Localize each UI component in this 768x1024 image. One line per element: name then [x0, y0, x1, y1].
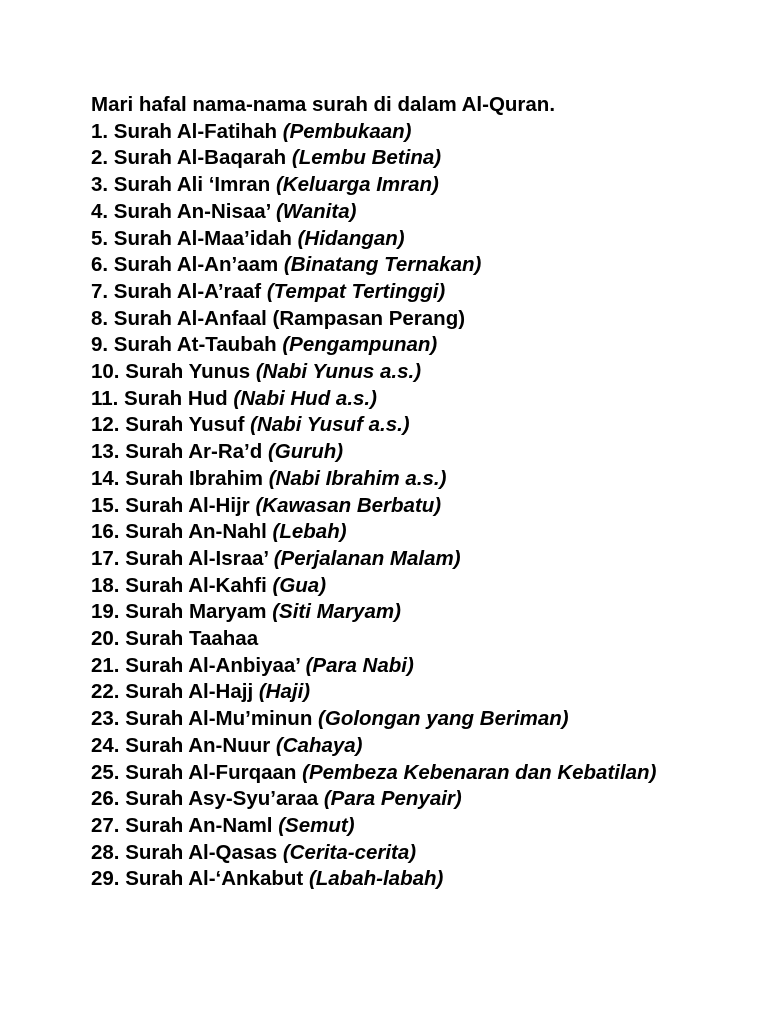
surah-name: 4. Surah An-Nisaa’ — [91, 199, 271, 223]
surah-name: 3. Surah Ali ‘Imran — [91, 173, 271, 197]
surah-item — [91, 626, 751, 653]
surah-item — [91, 760, 751, 787]
surah-meaning: (Golongan yang Beriman) — [318, 707, 569, 731]
surah-name: 14. Surah Ibrahim — [91, 466, 264, 490]
surah-meaning: (Para Penyair) — [323, 787, 462, 811]
surah-meaning: (Lembu Betina) — [291, 146, 442, 170]
surah-name: 13. Surah Ar-Ra’d — [91, 440, 263, 464]
surah-item — [91, 172, 751, 199]
surah-name: 18. Surah Al-Kahfi — [91, 573, 267, 597]
surah-meaning: (Labah-labah) — [308, 867, 444, 891]
surah-meaning: (Semut) — [278, 813, 355, 837]
surah-name: 7. Surah Al-A’raaf — [91, 279, 262, 303]
surah-item — [91, 653, 751, 680]
surah-name: 17. Surah Al-Israa’ — [91, 546, 268, 570]
surah-name: 1. Surah Al-Fatihah — [91, 119, 278, 143]
surah-name: 15. Surah Al-Hijr — [91, 493, 250, 517]
surah-name: 24. Surah An-Nuur — [91, 733, 271, 757]
surah-item — [91, 252, 751, 279]
surah-item — [91, 226, 751, 253]
surah-name: 25. Surah Al-Furqaan — [91, 760, 297, 784]
surah-item — [91, 573, 751, 600]
surah-name: 10. Surah Yunus — [91, 360, 251, 384]
surah-meaning: (Nabi Hud a.s.) — [233, 386, 377, 410]
surah-meaning: (Keluarga Imran) — [275, 173, 439, 197]
surah-meaning: (Siti Maryam) — [272, 600, 401, 624]
surah-item — [91, 145, 751, 172]
surah-name: 2. Surah Al-Baqarah — [91, 146, 287, 170]
surah-meaning: (Wanita) — [275, 199, 357, 223]
surah-meaning: (Nabi Ibrahim a.s.) — [268, 466, 447, 490]
surah-name: 9. Surah At-Taubah — [91, 333, 277, 357]
surah-item — [91, 412, 751, 439]
surah-meaning: (Kawasan Berbatu) — [255, 493, 442, 517]
surah-name: 22. Surah Al-Hajj — [91, 680, 254, 704]
surah-item — [91, 599, 751, 626]
surah-meaning: (Binatang Ternakan) — [283, 253, 482, 277]
surah-item — [91, 279, 751, 306]
surah-meaning: (Tempat Tertinggi) — [266, 279, 446, 303]
surah-meaning: (Gua) — [272, 573, 327, 597]
surah-meaning: (Cahaya) — [275, 733, 363, 757]
surah-item — [91, 306, 751, 333]
surah-item — [91, 706, 751, 733]
surah-meaning: (Para Nabi) — [305, 653, 414, 677]
surah-item — [91, 546, 751, 573]
surah-meaning: (Cerita-cerita) — [282, 840, 417, 864]
document-heading: Mari hafal nama-nama surah di dalam Al-Quran. — [91, 93, 556, 116]
surah-name: 29. Surah Al-‘Ankabut — [91, 867, 304, 891]
surah-item — [91, 786, 751, 813]
surah-name: 20. Surah Taahaa — [91, 627, 259, 651]
surah-item — [91, 439, 751, 466]
surah-name: 27. Surah An-Naml — [91, 813, 273, 837]
surah-name: 16. Surah An-Nahl — [91, 520, 267, 544]
surah-item — [91, 332, 751, 359]
surah-item — [91, 359, 751, 386]
surah-name: 11. Surah Hud — [91, 386, 228, 410]
surah-meaning: (Pembeza Kebenaran dan Kebatilan) — [302, 760, 657, 784]
surah-meaning: (Nabi Yusuf a.s.) — [250, 413, 410, 437]
surah-item — [91, 466, 751, 493]
surah-item — [91, 493, 751, 520]
surah-meaning: (Perjalanan Malam) — [273, 546, 461, 570]
surah-name: 28. Surah Al-Qasas — [91, 840, 278, 864]
surah-item — [91, 733, 751, 760]
surah-item — [91, 840, 751, 867]
surah-meaning: (Guruh) — [267, 440, 344, 464]
surah-meaning: (Pengampunan) — [282, 333, 438, 357]
surah-item — [91, 866, 751, 893]
surah-list — [91, 119, 751, 893]
surah-name: 23. Surah Al-Mu’minun — [91, 707, 313, 731]
surah-name: 8. Surah Al-Anfaal — [91, 306, 267, 330]
surah-name: 19. Surah Maryam — [91, 600, 267, 624]
surah-meaning: (Nabi Yunus a.s.) — [255, 360, 422, 384]
surah-item — [91, 813, 751, 840]
surah-name: 5. Surah Al-Maa’idah — [91, 226, 292, 250]
surah-item — [91, 199, 751, 226]
surah-item — [91, 119, 751, 146]
surah-name: 6. Surah Al-An’aam — [91, 253, 279, 277]
surah-meaning: (Lebah) — [272, 520, 347, 544]
surah-meaning: (Hidangan) — [297, 226, 405, 250]
surah-meaning: (Pembukaan) — [282, 119, 412, 143]
document-page — [91, 92, 751, 893]
surah-name: 26. Surah Asy-Syu’araa — [91, 787, 319, 811]
surah-item — [91, 386, 751, 413]
surah-item — [91, 679, 751, 706]
surah-name: 12. Surah Yusuf — [91, 413, 245, 437]
surah-item — [91, 519, 751, 546]
surah-meaning: (Rampasan Perang) — [272, 306, 466, 330]
surah-name: 21. Surah Al-Anbiyaa’ — [91, 653, 300, 677]
surah-meaning: (Haji) — [258, 680, 311, 704]
